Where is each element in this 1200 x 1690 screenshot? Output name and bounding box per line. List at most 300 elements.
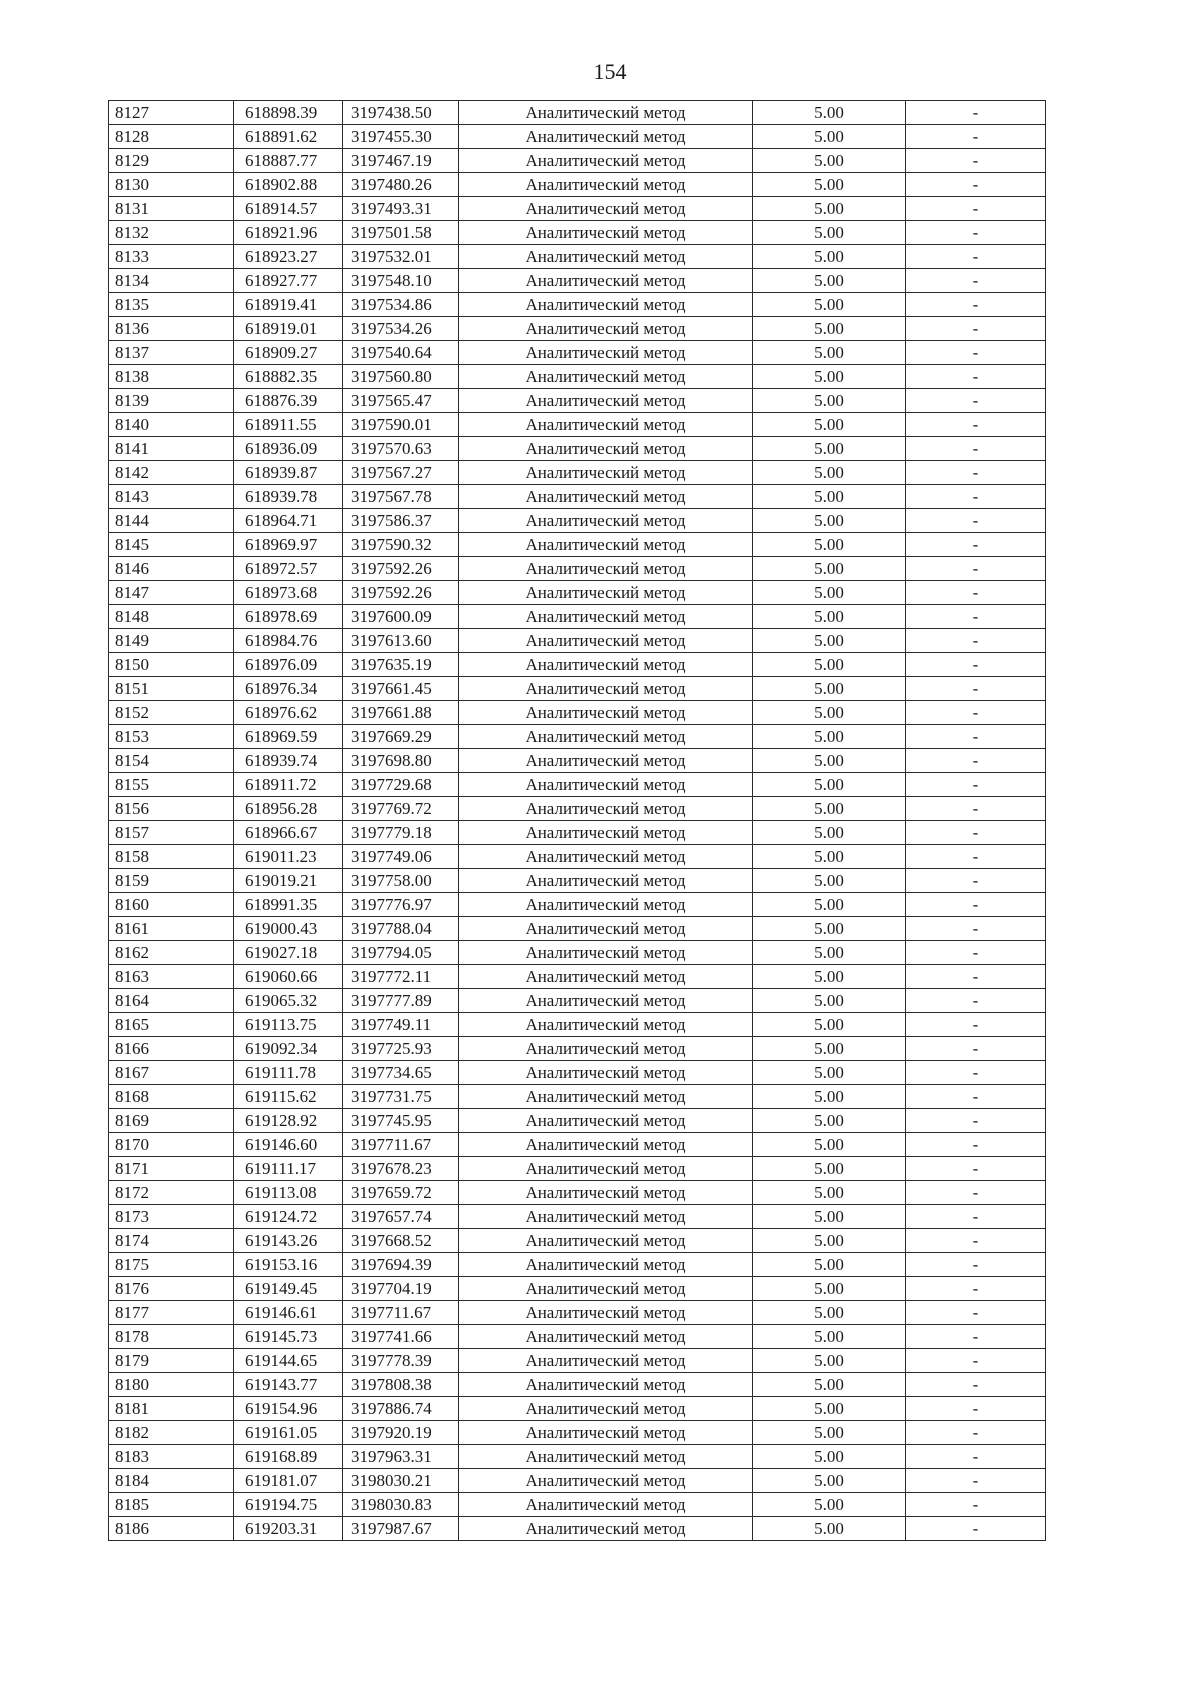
point-number-cell: 8131 <box>109 197 234 221</box>
point-number-cell: 8182 <box>109 1421 234 1445</box>
note-cell: - <box>906 1133 1046 1157</box>
x-coordinate-cell: 619113.75 <box>234 1013 343 1037</box>
table-row <box>109 149 1046 173</box>
method-cell: Аналитический метод <box>459 581 753 605</box>
method-cell: Аналитический метод <box>459 821 753 845</box>
table-row <box>109 1277 1046 1301</box>
table-row <box>109 533 1046 557</box>
accuracy-cell: 5.00 <box>753 941 906 965</box>
x-coordinate-cell: 618936.09 <box>234 437 343 461</box>
x-coordinate-cell: 619145.73 <box>234 1325 343 1349</box>
accuracy-cell: 5.00 <box>753 1013 906 1037</box>
table-row <box>109 581 1046 605</box>
y-coordinate-cell: 3197963.31 <box>343 1445 459 1469</box>
note-cell: - <box>906 101 1046 125</box>
accuracy-cell: 5.00 <box>753 1109 906 1133</box>
method-cell: Аналитический метод <box>459 1205 753 1229</box>
point-number-cell: 8140 <box>109 413 234 437</box>
point-number-cell: 8128 <box>109 125 234 149</box>
note-cell: - <box>906 485 1046 509</box>
table-row <box>109 317 1046 341</box>
method-cell: Аналитический метод <box>459 725 753 749</box>
table-row <box>109 461 1046 485</box>
table-row <box>109 1445 1046 1469</box>
accuracy-cell: 5.00 <box>753 293 906 317</box>
y-coordinate-cell: 3197808.38 <box>343 1373 459 1397</box>
method-cell: Аналитический метод <box>459 509 753 533</box>
note-cell: - <box>906 509 1046 533</box>
method-cell: Аналитический метод <box>459 413 753 437</box>
note-cell: - <box>906 1061 1046 1085</box>
method-cell: Аналитический метод <box>459 221 753 245</box>
y-coordinate-cell: 3197467.19 <box>343 149 459 173</box>
x-coordinate-cell: 618876.39 <box>234 389 343 413</box>
y-coordinate-cell: 3197694.39 <box>343 1253 459 1277</box>
note-cell: - <box>906 125 1046 149</box>
note-cell: - <box>906 677 1046 701</box>
y-coordinate-cell: 3197592.26 <box>343 581 459 605</box>
note-cell: - <box>906 293 1046 317</box>
x-coordinate-cell: 619111.17 <box>234 1157 343 1181</box>
note-cell: - <box>906 461 1046 485</box>
note-cell: - <box>906 1109 1046 1133</box>
method-cell: Аналитический метод <box>459 797 753 821</box>
y-coordinate-cell: 3197745.95 <box>343 1109 459 1133</box>
note-cell: - <box>906 917 1046 941</box>
method-cell: Аналитический метод <box>459 1373 753 1397</box>
note-cell: - <box>906 1397 1046 1421</box>
accuracy-cell: 5.00 <box>753 821 906 845</box>
method-cell: Аналитический метод <box>459 1013 753 1037</box>
point-number-cell: 8157 <box>109 821 234 845</box>
method-cell: Аналитический метод <box>459 773 753 797</box>
x-coordinate-cell: 618956.28 <box>234 797 343 821</box>
table-row <box>109 629 1046 653</box>
page-number: 154 <box>593 59 627 84</box>
accuracy-cell: 5.00 <box>753 725 906 749</box>
accuracy-cell: 5.00 <box>753 485 906 509</box>
point-number-cell: 8161 <box>109 917 234 941</box>
note-cell: - <box>906 1157 1046 1181</box>
y-coordinate-cell: 3197592.26 <box>343 557 459 581</box>
x-coordinate-cell: 619092.34 <box>234 1037 343 1061</box>
method-cell: Аналитический метод <box>459 1253 753 1277</box>
accuracy-cell: 5.00 <box>753 509 906 533</box>
point-number-cell: 8166 <box>109 1037 234 1061</box>
accuracy-cell: 5.00 <box>753 269 906 293</box>
point-number-cell: 8183 <box>109 1445 234 1469</box>
y-coordinate-cell: 3197987.67 <box>343 1517 459 1541</box>
table-row <box>109 677 1046 701</box>
y-coordinate-cell: 3197534.86 <box>343 293 459 317</box>
method-cell: Аналитический метод <box>459 893 753 917</box>
note-cell: - <box>906 341 1046 365</box>
point-number-cell: 8137 <box>109 341 234 365</box>
method-cell: Аналитический метод <box>459 989 753 1013</box>
point-number-cell: 8150 <box>109 653 234 677</box>
y-coordinate-cell: 3197678.23 <box>343 1157 459 1181</box>
table-row <box>109 869 1046 893</box>
table-row <box>109 941 1046 965</box>
note-cell: - <box>906 1493 1046 1517</box>
y-coordinate-cell: 3197920.19 <box>343 1421 459 1445</box>
table-row <box>109 413 1046 437</box>
accuracy-cell: 5.00 <box>753 461 906 485</box>
point-number-cell: 8127 <box>109 101 234 125</box>
table-row <box>109 293 1046 317</box>
accuracy-cell: 5.00 <box>753 1229 906 1253</box>
x-coordinate-cell: 618966.67 <box>234 821 343 845</box>
method-cell: Аналитический метод <box>459 269 753 293</box>
x-coordinate-cell: 619113.08 <box>234 1181 343 1205</box>
point-number-cell: 8167 <box>109 1061 234 1085</box>
table-row <box>109 749 1046 773</box>
note-cell: - <box>906 989 1046 1013</box>
point-number-cell: 8129 <box>109 149 234 173</box>
point-number-cell: 8147 <box>109 581 234 605</box>
x-coordinate-cell: 618976.09 <box>234 653 343 677</box>
method-cell: Аналитический метод <box>459 1349 753 1373</box>
point-number-cell: 8135 <box>109 293 234 317</box>
note-cell: - <box>906 197 1046 221</box>
x-coordinate-cell: 619000.43 <box>234 917 343 941</box>
y-coordinate-cell: 3197661.88 <box>343 701 459 725</box>
y-coordinate-cell: 3197749.11 <box>343 1013 459 1037</box>
method-cell: Аналитический метод <box>459 1229 753 1253</box>
table-row <box>109 197 1046 221</box>
point-number-cell: 8175 <box>109 1253 234 1277</box>
method-cell: Аналитический метод <box>459 1469 753 1493</box>
note-cell: - <box>906 1037 1046 1061</box>
table-row <box>109 773 1046 797</box>
y-coordinate-cell: 3197532.01 <box>343 245 459 269</box>
x-coordinate-cell: 618969.97 <box>234 533 343 557</box>
table-row <box>109 1325 1046 1349</box>
table-row <box>109 269 1046 293</box>
note-cell: - <box>906 653 1046 677</box>
y-coordinate-cell: 3197668.52 <box>343 1229 459 1253</box>
y-coordinate-cell: 3197540.64 <box>343 341 459 365</box>
x-coordinate-cell: 619065.32 <box>234 989 343 1013</box>
point-number-cell: 8152 <box>109 701 234 725</box>
method-cell: Аналитический метод <box>459 677 753 701</box>
table-row <box>109 1517 1046 1541</box>
method-cell: Аналитический метод <box>459 653 753 677</box>
point-number-cell: 8134 <box>109 269 234 293</box>
method-cell: Аналитический метод <box>459 1181 753 1205</box>
note-cell: - <box>906 389 1046 413</box>
accuracy-cell: 5.00 <box>753 1157 906 1181</box>
point-number-cell: 8143 <box>109 485 234 509</box>
accuracy-cell: 5.00 <box>753 773 906 797</box>
point-number-cell: 8141 <box>109 437 234 461</box>
accuracy-cell: 5.00 <box>753 221 906 245</box>
point-number-cell: 8171 <box>109 1157 234 1181</box>
method-cell: Аналитический метод <box>459 365 753 389</box>
x-coordinate-cell: 618972.57 <box>234 557 343 581</box>
point-number-cell: 8148 <box>109 605 234 629</box>
table-row <box>109 389 1046 413</box>
table-row <box>109 1421 1046 1445</box>
x-coordinate-cell: 619181.07 <box>234 1469 343 1493</box>
point-number-cell: 8162 <box>109 941 234 965</box>
y-coordinate-cell: 3197501.58 <box>343 221 459 245</box>
accuracy-cell: 5.00 <box>753 1301 906 1325</box>
note-cell: - <box>906 629 1046 653</box>
accuracy-cell: 5.00 <box>753 989 906 1013</box>
table-row <box>109 173 1046 197</box>
accuracy-cell: 5.00 <box>753 557 906 581</box>
x-coordinate-cell: 618978.69 <box>234 605 343 629</box>
table-row <box>109 1181 1046 1205</box>
y-coordinate-cell: 3197777.89 <box>343 989 459 1013</box>
table-row <box>109 965 1046 989</box>
y-coordinate-cell: 3197493.31 <box>343 197 459 221</box>
point-number-cell: 8153 <box>109 725 234 749</box>
y-coordinate-cell: 3197600.09 <box>343 605 459 629</box>
accuracy-cell: 5.00 <box>753 389 906 413</box>
point-number-cell: 8154 <box>109 749 234 773</box>
note-cell: - <box>906 941 1046 965</box>
y-coordinate-cell: 3197731.75 <box>343 1085 459 1109</box>
y-coordinate-cell: 3197438.50 <box>343 101 459 125</box>
table-row <box>109 1253 1046 1277</box>
accuracy-cell: 5.00 <box>753 1349 906 1373</box>
method-cell: Аналитический метод <box>459 749 753 773</box>
point-number-cell: 8149 <box>109 629 234 653</box>
method-cell: Аналитический метод <box>459 1037 753 1061</box>
point-number-cell: 8159 <box>109 869 234 893</box>
point-number-cell: 8155 <box>109 773 234 797</box>
point-number-cell: 8168 <box>109 1085 234 1109</box>
y-coordinate-cell: 3197741.66 <box>343 1325 459 1349</box>
x-coordinate-cell: 618939.78 <box>234 485 343 509</box>
point-number-cell: 8130 <box>109 173 234 197</box>
note-cell: - <box>906 749 1046 773</box>
note-cell: - <box>906 365 1046 389</box>
point-number-cell: 8165 <box>109 1013 234 1037</box>
method-cell: Аналитический метод <box>459 941 753 965</box>
accuracy-cell: 5.00 <box>753 677 906 701</box>
method-cell: Аналитический метод <box>459 557 753 581</box>
note-cell: - <box>906 1325 1046 1349</box>
coordinates-table <box>108 100 1046 1541</box>
x-coordinate-cell: 618973.68 <box>234 581 343 605</box>
x-coordinate-cell: 618976.62 <box>234 701 343 725</box>
table-row <box>109 893 1046 917</box>
accuracy-cell: 5.00 <box>753 965 906 989</box>
method-cell: Аналитический метод <box>459 1493 753 1517</box>
table-row <box>109 1301 1046 1325</box>
table-row <box>109 701 1046 725</box>
note-cell: - <box>906 1277 1046 1301</box>
method-cell: Аналитический метод <box>459 845 753 869</box>
x-coordinate-cell: 618923.27 <box>234 245 343 269</box>
x-coordinate-cell: 619149.45 <box>234 1277 343 1301</box>
table-row <box>109 1061 1046 1085</box>
y-coordinate-cell: 3197567.78 <box>343 485 459 509</box>
x-coordinate-cell: 619143.26 <box>234 1229 343 1253</box>
note-cell: - <box>906 1085 1046 1109</box>
method-cell: Аналитический метод <box>459 485 753 509</box>
accuracy-cell: 5.00 <box>753 605 906 629</box>
method-cell: Аналитический метод <box>459 197 753 221</box>
point-number-cell: 8156 <box>109 797 234 821</box>
table-row <box>109 365 1046 389</box>
accuracy-cell: 5.00 <box>753 749 906 773</box>
table-row <box>109 1397 1046 1421</box>
y-coordinate-cell: 3197613.60 <box>343 629 459 653</box>
table-row <box>109 125 1046 149</box>
accuracy-cell: 5.00 <box>753 125 906 149</box>
point-number-cell: 8174 <box>109 1229 234 1253</box>
accuracy-cell: 5.00 <box>753 1133 906 1157</box>
accuracy-cell: 5.00 <box>753 245 906 269</box>
x-coordinate-cell: 619168.89 <box>234 1445 343 1469</box>
y-coordinate-cell: 3197788.04 <box>343 917 459 941</box>
method-cell: Аналитический метод <box>459 701 753 725</box>
x-coordinate-cell: 619153.16 <box>234 1253 343 1277</box>
note-cell: - <box>906 1013 1046 1037</box>
method-cell: Аналитический метод <box>459 437 753 461</box>
table-row <box>109 1229 1046 1253</box>
point-number-cell: 8160 <box>109 893 234 917</box>
y-coordinate-cell: 3197794.05 <box>343 941 459 965</box>
accuracy-cell: 5.00 <box>753 581 906 605</box>
accuracy-cell: 5.00 <box>753 1445 906 1469</box>
y-coordinate-cell: 3197570.63 <box>343 437 459 461</box>
point-number-cell: 8185 <box>109 1493 234 1517</box>
x-coordinate-cell: 618984.76 <box>234 629 343 653</box>
y-coordinate-cell: 3197586.37 <box>343 509 459 533</box>
note-cell: - <box>906 437 1046 461</box>
method-cell: Аналитический метод <box>459 1061 753 1085</box>
note-cell: - <box>906 149 1046 173</box>
y-coordinate-cell: 3197661.45 <box>343 677 459 701</box>
x-coordinate-cell: 618976.34 <box>234 677 343 701</box>
accuracy-cell: 5.00 <box>753 869 906 893</box>
point-number-cell: 8158 <box>109 845 234 869</box>
accuracy-cell: 5.00 <box>753 797 906 821</box>
table-row <box>109 653 1046 677</box>
y-coordinate-cell: 3197749.06 <box>343 845 459 869</box>
accuracy-cell: 5.00 <box>753 1205 906 1229</box>
method-cell: Аналитический метод <box>459 533 753 557</box>
note-cell: - <box>906 1349 1046 1373</box>
x-coordinate-cell: 618902.88 <box>234 173 343 197</box>
method-cell: Аналитический метод <box>459 1445 753 1469</box>
y-coordinate-cell: 3197725.93 <box>343 1037 459 1061</box>
accuracy-cell: 5.00 <box>753 1373 906 1397</box>
x-coordinate-cell: 618919.41 <box>234 293 343 317</box>
point-number-cell: 8177 <box>109 1301 234 1325</box>
y-coordinate-cell: 3197758.00 <box>343 869 459 893</box>
note-cell: - <box>906 1205 1046 1229</box>
note-cell: - <box>906 821 1046 845</box>
method-cell: Аналитический метод <box>459 629 753 653</box>
note-cell: - <box>906 1469 1046 1493</box>
point-number-cell: 8186 <box>109 1517 234 1541</box>
method-cell: Аналитический метод <box>459 173 753 197</box>
point-number-cell: 8163 <box>109 965 234 989</box>
note-cell: - <box>906 845 1046 869</box>
x-coordinate-cell: 619128.92 <box>234 1109 343 1133</box>
table-row <box>109 1085 1046 1109</box>
accuracy-cell: 5.00 <box>753 1277 906 1301</box>
table-row <box>109 821 1046 845</box>
note-cell: - <box>906 533 1046 557</box>
accuracy-cell: 5.00 <box>753 1421 906 1445</box>
note-cell: - <box>906 1229 1046 1253</box>
y-coordinate-cell: 3197534.26 <box>343 317 459 341</box>
table-row <box>109 437 1046 461</box>
x-coordinate-cell: 618914.57 <box>234 197 343 221</box>
note-cell: - <box>906 965 1046 989</box>
y-coordinate-cell: 3197657.74 <box>343 1205 459 1229</box>
note-cell: - <box>906 557 1046 581</box>
note-cell: - <box>906 1373 1046 1397</box>
accuracy-cell: 5.00 <box>753 893 906 917</box>
table-row <box>109 1373 1046 1397</box>
table-row <box>109 1349 1046 1373</box>
table-row <box>109 1205 1046 1229</box>
method-cell: Аналитический метод <box>459 245 753 269</box>
method-cell: Аналитический метод <box>459 1517 753 1541</box>
y-coordinate-cell: 3197729.68 <box>343 773 459 797</box>
point-number-cell: 8178 <box>109 1325 234 1349</box>
note-cell: - <box>906 869 1046 893</box>
y-coordinate-cell: 3197669.29 <box>343 725 459 749</box>
method-cell: Аналитический метод <box>459 389 753 413</box>
note-cell: - <box>906 605 1046 629</box>
note-cell: - <box>906 245 1046 269</box>
point-number-cell: 8181 <box>109 1397 234 1421</box>
point-number-cell: 8138 <box>109 365 234 389</box>
y-coordinate-cell: 3197711.67 <box>343 1133 459 1157</box>
x-coordinate-cell: 619060.66 <box>234 965 343 989</box>
y-coordinate-cell: 3197734.65 <box>343 1061 459 1085</box>
x-coordinate-cell: 618939.74 <box>234 749 343 773</box>
y-coordinate-cell: 3197455.30 <box>343 125 459 149</box>
method-cell: Аналитический метод <box>459 149 753 173</box>
method-cell: Аналитический метод <box>459 1133 753 1157</box>
table-row <box>109 989 1046 1013</box>
accuracy-cell: 5.00 <box>753 1037 906 1061</box>
note-cell: - <box>906 1421 1046 1445</box>
method-cell: Аналитический метод <box>459 1085 753 1109</box>
x-coordinate-cell: 619111.78 <box>234 1061 343 1085</box>
method-cell: Аналитический метод <box>459 1277 753 1301</box>
method-cell: Аналитический метод <box>459 101 753 125</box>
accuracy-cell: 5.00 <box>753 917 906 941</box>
point-number-cell: 8132 <box>109 221 234 245</box>
point-number-cell: 8145 <box>109 533 234 557</box>
method-cell: Аналитический метод <box>459 1397 753 1421</box>
accuracy-cell: 5.00 <box>753 653 906 677</box>
point-number-cell: 8144 <box>109 509 234 533</box>
note-cell: - <box>906 893 1046 917</box>
x-coordinate-cell: 618911.55 <box>234 413 343 437</box>
table-body <box>109 101 1046 1541</box>
point-number-cell: 8172 <box>109 1181 234 1205</box>
note-cell: - <box>906 317 1046 341</box>
table-row <box>109 1493 1046 1517</box>
table-row <box>109 917 1046 941</box>
method-cell: Аналитический метод <box>459 965 753 989</box>
y-coordinate-cell: 3197704.19 <box>343 1277 459 1301</box>
x-coordinate-cell: 618898.39 <box>234 101 343 125</box>
table-row <box>109 1469 1046 1493</box>
